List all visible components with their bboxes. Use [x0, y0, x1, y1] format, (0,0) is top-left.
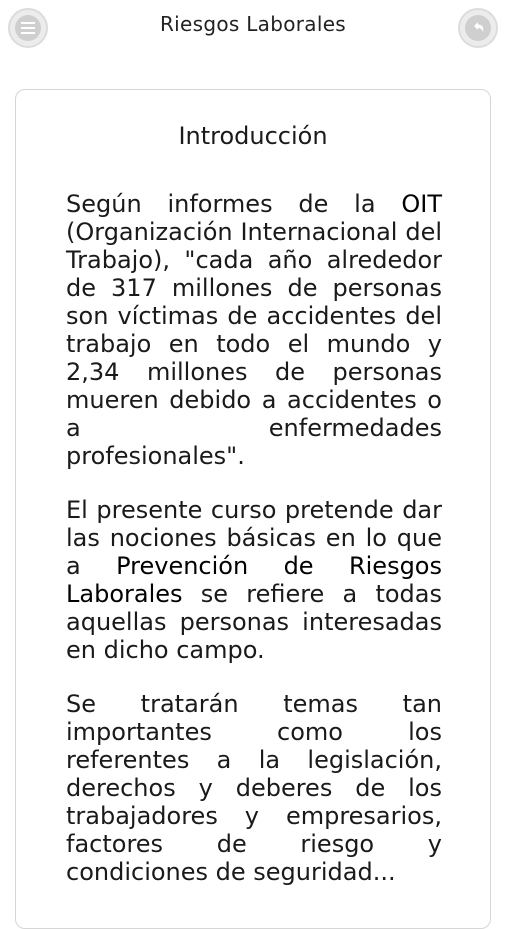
paragraph-3: [66, 690, 442, 886]
back-icon: [465, 15, 491, 41]
prl-term: Prevención de Riesgos Laborales: [66, 552, 442, 608]
section-title: Introducción: [178, 122, 328, 150]
app-title: Riesgos Laborales: [159, 12, 347, 36]
paragraph-1: [66, 190, 442, 470]
paragraph-text: (Organización Internacional del Trabajo), "cada año alrededor de 317 millones de personas son víctimas de accidentes del trabajo en todo el mundo y 2,34 millones de personas mueren debido a accidentes o a enfermedades profesionales".: [66, 218, 442, 470]
paragraph-text: Se tratarán temas tan importantes como los referentes a la legislación, derechos y deberes de los trabajadores y empresarios, factores de riesgo y condiciones de seguridad...: [66, 690, 442, 886]
paragraph-text: El presente curso pretende dar las nociones básicas en lo que a: [66, 496, 442, 580]
paragraph-2: [66, 496, 442, 664]
back-button[interactable]: [458, 8, 498, 48]
oit-term: OIT: [401, 190, 442, 218]
top-bar: [0, 0, 506, 56]
paragraph-text: Según informes de la: [66, 190, 402, 218]
intro-text: [66, 190, 442, 912]
paragraph-text: se refiere a todas aquellas personas interesadas en dicho campo.: [66, 580, 442, 664]
